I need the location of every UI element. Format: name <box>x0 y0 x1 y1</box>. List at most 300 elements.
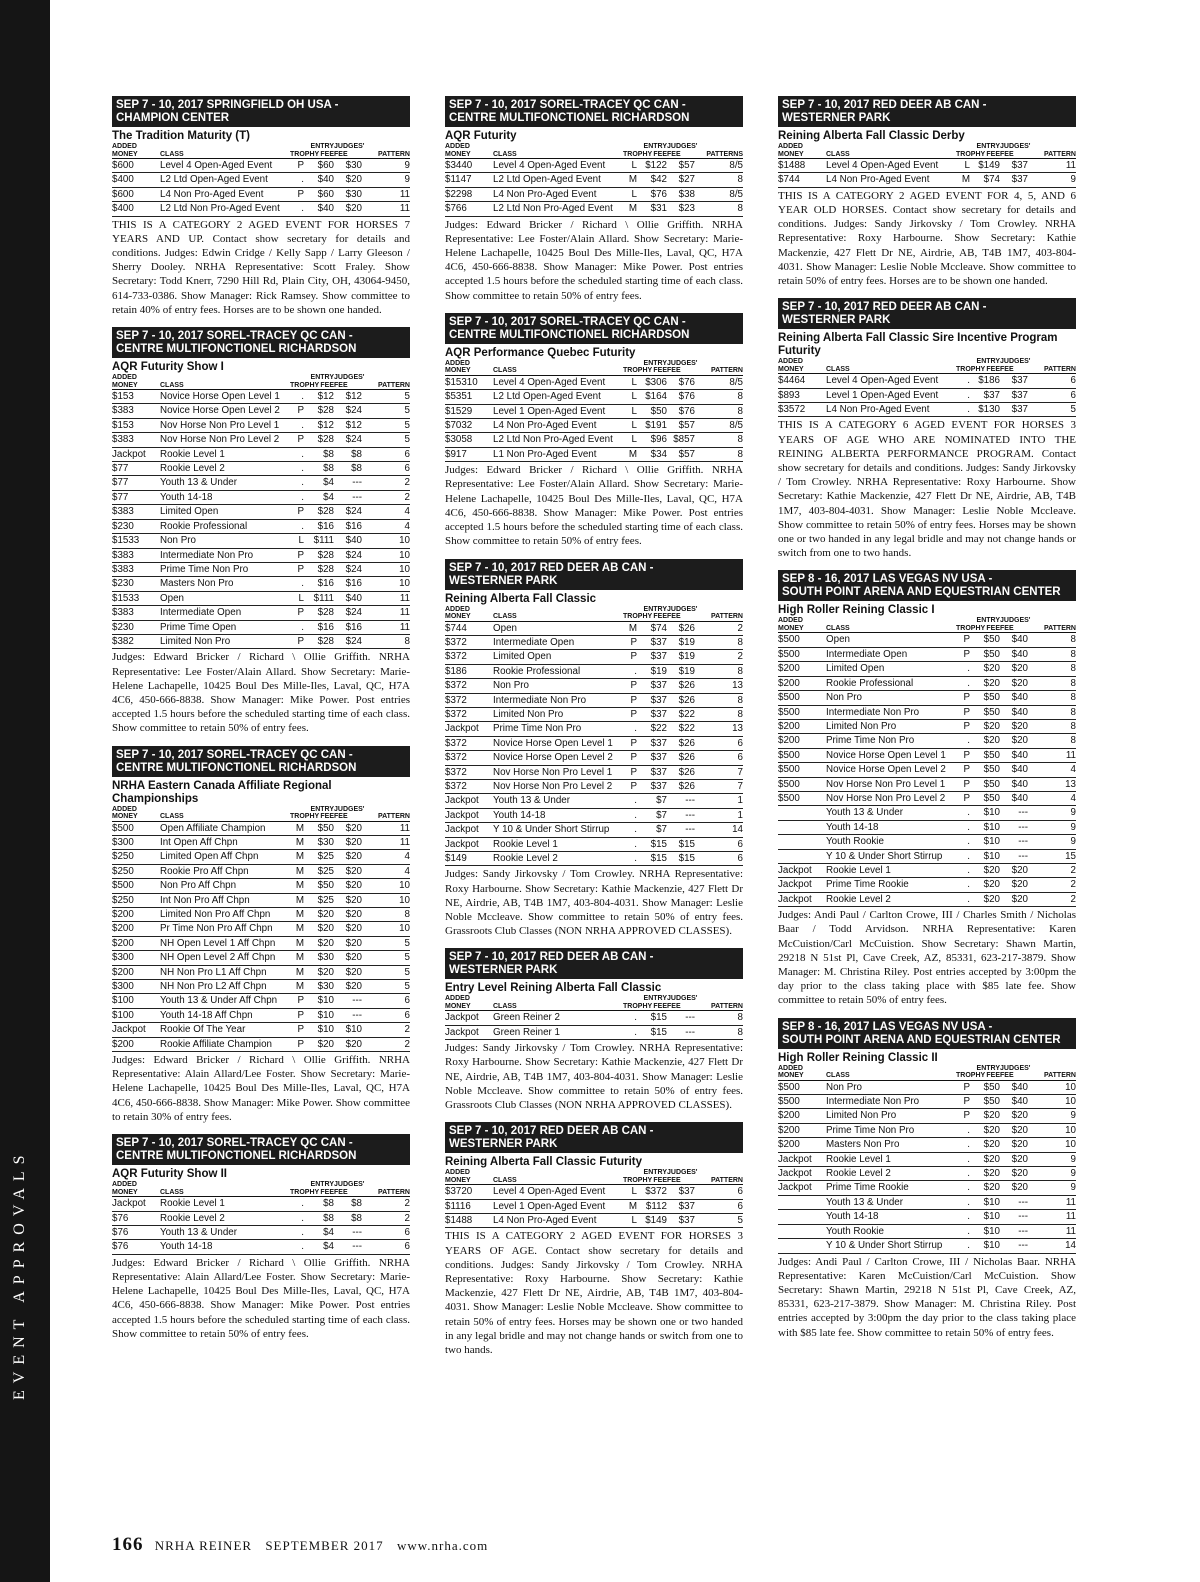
judges-fee: $8 <box>334 462 362 476</box>
header-judges-fee-label: FEE <box>667 1002 681 1010</box>
trophy-code: . <box>956 403 970 417</box>
pattern-number: 9 <box>1028 835 1076 849</box>
added-money: $917 <box>445 447 493 461</box>
entry-fee: $30 <box>304 951 334 965</box>
pattern-number: 6 <box>695 751 743 765</box>
trophy-code: . <box>623 823 637 837</box>
judges-fee: $20 <box>1000 863 1028 877</box>
added-money: $500 <box>778 791 826 805</box>
pattern-number: 6 <box>695 1185 743 1199</box>
table-row <box>112 1240 410 1254</box>
header-added: ADDED <box>778 1064 803 1072</box>
trophy-code: . <box>290 418 304 432</box>
added-money: $600 <box>112 187 160 201</box>
header-pattern: PATTERN <box>695 995 743 1011</box>
event-title: Reining Alberta Fall Classic Futurity <box>445 1156 643 1169</box>
judges-fee: $16 <box>334 620 362 634</box>
event-block <box>445 1122 743 1357</box>
pattern-number: 14 <box>1028 1239 1076 1253</box>
event-date-location: SEP 8 - 16, 2017 LAS VEGAS NV USA - <box>782 1020 993 1033</box>
class-name: Level 1 Open-Aged Event <box>493 404 623 418</box>
trophy-code: P <box>290 433 304 447</box>
header-trophy: TROPHY <box>623 143 637 159</box>
table-row <box>112 476 410 490</box>
header-class: CLASS <box>493 1169 623 1185</box>
entry-fee: $20 <box>970 662 1000 676</box>
class-name: Non Pro <box>826 691 956 705</box>
added-money: $1488 <box>445 1214 493 1228</box>
entry-fee: $20 <box>970 1152 1000 1166</box>
added-money: $383 <box>112 606 160 620</box>
table-row <box>112 1225 410 1239</box>
trophy-code: P <box>956 791 970 805</box>
pattern-number: 10 <box>362 922 410 936</box>
pattern-number: 1 <box>695 794 743 808</box>
event-block <box>778 298 1076 560</box>
added-money: $500 <box>778 748 826 762</box>
class-name: L1 Non Pro-Aged Event <box>493 447 623 461</box>
added-money: $149 <box>445 852 493 866</box>
entry-fee: $50 <box>970 633 1000 647</box>
added-money: $100 <box>112 1008 160 1022</box>
added-money: $3440 <box>445 159 493 173</box>
class-name: Rookie Level 2 <box>826 1167 956 1181</box>
judges-fee: --- <box>667 1011 695 1025</box>
entry-fee: $10 <box>970 806 1000 820</box>
header-class: CLASS <box>826 1065 956 1081</box>
entry-fee: $37 <box>637 693 667 707</box>
header-judges: JUDGES' <box>1000 358 1031 366</box>
class-name: Nov Horse Non Pro Level 2 <box>160 433 290 447</box>
pattern-number: 8 <box>1028 662 1076 676</box>
class-name: Limited Non Pro <box>826 719 956 733</box>
added-money: $300 <box>112 980 160 994</box>
trophy-code: . <box>623 664 637 678</box>
added-money: $372 <box>445 779 493 793</box>
class-name: NH Non Pro L1 Aff Chpn <box>160 965 290 979</box>
judges-fee: --- <box>1000 849 1028 863</box>
header-judges-fee <box>334 805 365 822</box>
added-money: $186 <box>445 664 493 678</box>
class-name: Rookie Level 1 <box>826 863 956 877</box>
entry-fee: $10 <box>304 1023 334 1037</box>
trophy-code: P <box>956 1080 970 1094</box>
header-pattern: PATTERN <box>1028 143 1076 159</box>
event-block <box>112 1134 410 1341</box>
class-name: Limited Non Pro Aff Chpn <box>160 908 290 922</box>
class-table <box>445 606 743 867</box>
table-row <box>112 965 410 979</box>
entry-fee: $122 <box>637 159 667 173</box>
added-money <box>778 820 826 834</box>
trophy-code: M <box>290 835 304 849</box>
class-name: NH Open Level 1 Aff Chpn <box>160 936 290 950</box>
header-entry-fee-label: FEE <box>986 365 1000 373</box>
trophy-code: . <box>956 1123 970 1137</box>
event-header <box>778 1018 1076 1049</box>
table-row <box>778 691 1076 705</box>
judges-fee: --- <box>1000 820 1028 834</box>
header-judges: JUDGES' <box>667 143 698 150</box>
judges-fee: $24 <box>334 548 362 562</box>
header-trophy: TROPHY <box>290 806 304 822</box>
class-name: L4 Non Pro-Aged Event <box>160 187 290 201</box>
table-row <box>445 736 743 750</box>
class-table <box>112 374 410 649</box>
entry-fee: $30 <box>304 835 334 849</box>
table-row <box>778 1181 1076 1195</box>
table-row <box>445 765 743 779</box>
trophy-code: . <box>956 835 970 849</box>
header-trophy: TROPHY <box>623 606 637 622</box>
class-name: Level 4 Open-Aged Event <box>160 159 290 173</box>
event-details: Judges: Edward Bricker / Richard \ Ollie Griffith. NRHA Representative: Lee Foster/Alain Allard. Show Secretary: Marie-Helene Lachapelle, 10425 Boul Des Mille-Iles, Laval, QC, H7A 4C6, 450-666-8838. Show Manager: Mike Power. Post entries accepted 1.5 hours before the scheduled starting time of each class. Show committee to retain 50% of entry fees. <box>445 218 743 302</box>
class-name: Prime Time Non Pro <box>493 722 623 736</box>
class-name: Youth 13 & Under <box>826 1195 956 1209</box>
entry-fee: $50 <box>970 1080 1000 1094</box>
entry-fee: $50 <box>970 647 1000 661</box>
added-money: $200 <box>778 719 826 733</box>
judges-fee: $24 <box>334 562 362 576</box>
trophy-code: . <box>956 1224 970 1238</box>
judges-fee: $20 <box>1000 662 1028 676</box>
website-link[interactable]: www.nrha.com <box>396 1538 489 1553</box>
trophy-code: P <box>623 635 637 649</box>
entry-fee: $37 <box>637 679 667 693</box>
entry-fee: $149 <box>970 159 1000 173</box>
class-name: Limited Open <box>160 505 290 519</box>
added-money: $1116 <box>445 1199 493 1213</box>
judges-fee: --- <box>334 490 362 504</box>
judges-fee: $20 <box>334 835 362 849</box>
header-entry-fee-label: FEE <box>320 813 334 821</box>
entry-fee: $50 <box>304 879 334 893</box>
table-row <box>778 1224 1076 1238</box>
trophy-code: L <box>623 419 637 433</box>
table-row <box>778 1239 1076 1253</box>
class-name: Prime Time Non Pro <box>160 562 290 576</box>
entry-fee: $37 <box>970 388 1000 402</box>
judges-fee: $20 <box>334 850 362 864</box>
entry-fee: $164 <box>637 390 667 404</box>
table-row <box>445 1214 743 1228</box>
table-row <box>112 173 410 187</box>
class-name: Youth 13 & Under Aff Chpn <box>160 994 290 1008</box>
pattern-number: 10 <box>1028 1123 1076 1137</box>
judges-fee: --- <box>1000 1224 1028 1238</box>
judges-fee: $38 <box>667 187 695 201</box>
page-number: 166 <box>112 1534 144 1555</box>
entry-fee: $10 <box>970 1210 1000 1224</box>
event-title: Entry Level Reining Alberta Fall Classic <box>445 982 662 995</box>
table-row <box>112 620 410 634</box>
pattern-number: 6 <box>362 1008 410 1022</box>
table-row <box>112 577 410 591</box>
header-added-money <box>112 143 160 159</box>
table-row <box>445 621 743 635</box>
header-money: MONEY <box>778 1072 804 1080</box>
event-date-location: SEP 7 - 10, 2017 SOREL-TRACEY QC CAN - <box>116 748 353 761</box>
judges-fee: $20 <box>334 821 362 835</box>
added-money: $200 <box>778 676 826 690</box>
entry-fee: $28 <box>304 433 334 447</box>
class-table <box>112 1181 410 1255</box>
pattern-number: 9 <box>362 159 410 173</box>
added-money <box>778 1210 826 1224</box>
table-row <box>778 1152 1076 1166</box>
class-table <box>778 358 1076 417</box>
pattern-number: 2 <box>362 1023 410 1037</box>
pattern-number: 5 <box>362 418 410 432</box>
judges-fee: $40 <box>334 591 362 605</box>
judges-fee: $30 <box>334 187 362 201</box>
table-row <box>112 936 410 950</box>
judges-fee: $37 <box>1000 403 1028 417</box>
header-class: CLASS <box>493 606 623 622</box>
class-name: Novice Horse Open Level 1 <box>160 390 290 404</box>
table-row <box>778 719 1076 733</box>
pattern-number: 15 <box>1028 849 1076 863</box>
added-money: $230 <box>112 620 160 634</box>
added-money: $4464 <box>778 374 826 388</box>
entry-fee: $111 <box>304 591 334 605</box>
header-money: MONEY <box>112 150 138 158</box>
added-money: $3720 <box>445 1185 493 1199</box>
table-row <box>778 159 1076 173</box>
added-money: $383 <box>112 562 160 576</box>
class-name: Rookie Level 1 <box>160 447 290 461</box>
added-money: $500 <box>112 879 160 893</box>
pattern-number: 11 <box>1028 1224 1076 1238</box>
event-title: AQR Performance Quebec Futurity <box>445 346 636 359</box>
table-row <box>445 1025 743 1039</box>
table-row <box>112 1023 410 1037</box>
header-added: ADDED <box>445 995 470 1003</box>
added-money: $372 <box>445 679 493 693</box>
table-row <box>112 418 410 432</box>
judges-fee: --- <box>667 808 695 822</box>
class-table <box>445 360 743 462</box>
judges-fee: --- <box>1000 1239 1028 1253</box>
entry-fee: $20 <box>970 734 1000 748</box>
header-entry-fee-label: FEE <box>653 150 667 158</box>
judges-fee: $20 <box>334 202 362 216</box>
header-added: ADDED <box>445 359 470 367</box>
pattern-number: 2 <box>695 621 743 635</box>
judges-fee: $20 <box>1000 1109 1028 1123</box>
header-judges: JUDGES' <box>667 605 698 613</box>
pattern-number: 11 <box>362 606 410 620</box>
judges-fee: $20 <box>334 1037 362 1051</box>
event-venue: WESTERNER PARK <box>449 964 558 977</box>
entry-fee: $50 <box>970 763 1000 777</box>
judges-fee: $20 <box>1000 676 1028 690</box>
entry-fee: $4 <box>304 1225 334 1239</box>
pattern-number: 8 <box>695 390 743 404</box>
header-added: ADDED <box>112 374 137 382</box>
entry-fee: $15 <box>637 852 667 866</box>
pattern-number: 2 <box>1028 892 1076 906</box>
judges-fee: $26 <box>667 765 695 779</box>
header-pattern: PATTERNS <box>695 143 743 159</box>
class-name: Novice Horse Open Level 2 <box>160 404 290 418</box>
header-trophy: TROPHY <box>956 617 970 633</box>
header-class: CLASS <box>493 995 623 1011</box>
pattern-number: 8 <box>695 1025 743 1039</box>
event-header <box>778 96 1076 127</box>
class-name: Rookie Of The Year <box>160 1023 290 1037</box>
judges-fee: $26 <box>667 751 695 765</box>
header-judges-fee <box>1000 1064 1031 1081</box>
pattern-number: 9 <box>1028 1109 1076 1123</box>
pattern-number: 5 <box>1028 403 1076 417</box>
class-name: NH Open Level 2 Aff Chpn <box>160 951 290 965</box>
judges-fee: $20 <box>334 951 362 965</box>
table-row <box>778 863 1076 877</box>
judges-fee: $20 <box>334 936 362 950</box>
judges-fee: $20 <box>1000 1152 1028 1166</box>
table-row <box>445 751 743 765</box>
judges-fee: $40 <box>1000 763 1028 777</box>
table-row <box>778 388 1076 402</box>
pattern-number: 10 <box>362 534 410 548</box>
judges-fee: $20 <box>1000 1138 1028 1152</box>
class-name: Masters Non Pro <box>826 1138 956 1152</box>
entry-fee: $37 <box>637 751 667 765</box>
header-entry: ENTRY <box>310 805 334 813</box>
entry-fee: $10 <box>304 994 334 1008</box>
table-row <box>445 852 743 866</box>
added-money: $3058 <box>445 433 493 447</box>
judges-fee: $40 <box>1000 633 1028 647</box>
pattern-number: 4 <box>362 864 410 878</box>
pattern-number: 10 <box>362 548 410 562</box>
header-trophy: TROPHY <box>623 995 637 1011</box>
entry-fee: $20 <box>970 1109 1000 1123</box>
class-name: Youth 14-18 <box>493 808 623 822</box>
event-header <box>778 570 1076 601</box>
header-judges: JUDGES' <box>667 359 698 367</box>
header-added: ADDED <box>445 605 470 613</box>
pattern-number: 2 <box>362 490 410 504</box>
trophy-code: P <box>290 548 304 562</box>
header-money: MONEY <box>778 624 804 632</box>
event-title: AQR Futurity <box>445 130 517 142</box>
header-pattern: PATTERN <box>362 143 410 159</box>
judges-fee: --- <box>1000 1195 1028 1209</box>
trophy-code: . <box>956 662 970 676</box>
entry-fee: $19 <box>637 664 667 678</box>
event-date-location: SEP 7 - 10, 2017 RED DEER AB CAN - <box>782 301 987 314</box>
table-row <box>112 519 410 533</box>
trophy-code: M <box>290 936 304 950</box>
trophy-code: L <box>623 375 637 389</box>
class-name: Nov Horse Non Pro Level 2 <box>493 779 623 793</box>
header-pattern: PATTERN <box>1028 1065 1076 1081</box>
header-added-money <box>445 1169 493 1185</box>
pattern-number: 14 <box>695 823 743 837</box>
judges-fee: $12 <box>334 390 362 404</box>
class-name: NH Non Pro L2 Aff Chpn <box>160 980 290 994</box>
entry-fee: $8 <box>304 447 334 461</box>
class-name: Youth Rookie <box>826 835 956 849</box>
trophy-code: P <box>623 779 637 793</box>
table-row <box>778 806 1076 820</box>
pattern-number: 6 <box>695 852 743 866</box>
class-name: Rookie Affiliate Champion <box>160 1037 290 1051</box>
pattern-number: 2 <box>362 1197 410 1211</box>
header-pattern: PATTERN <box>695 1169 743 1185</box>
event-header <box>445 96 743 127</box>
judges-fee: $24 <box>334 433 362 447</box>
trophy-code: . <box>956 806 970 820</box>
class-name: Non Pro <box>826 1080 956 1094</box>
header-entry-fee-label: FEE <box>320 1188 334 1196</box>
event-header <box>112 327 410 358</box>
header-class: CLASS <box>160 1181 290 1197</box>
event-block <box>445 96 743 303</box>
class-name: Level 1 Open-Aged Event <box>826 388 956 402</box>
added-money: $372 <box>445 635 493 649</box>
entry-fee: $60 <box>304 159 334 173</box>
entry-fee: $7 <box>637 808 667 822</box>
event-title: AQR Futurity Show II <box>112 1168 227 1181</box>
judges-fee: --- <box>667 1025 695 1039</box>
entry-fee: $20 <box>304 1037 334 1051</box>
event-block <box>778 1018 1076 1340</box>
table-row <box>112 980 410 994</box>
added-money: $200 <box>778 734 826 748</box>
pattern-number: 7 <box>695 765 743 779</box>
pattern-number: 8 <box>1028 691 1076 705</box>
entry-fee: $30 <box>304 980 334 994</box>
added-money: $500 <box>778 1095 826 1109</box>
entry-fee: $34 <box>637 447 667 461</box>
table-row <box>112 864 410 878</box>
class-name: Prime Time Rookie <box>826 1181 956 1195</box>
entry-fee: $40 <box>304 173 334 187</box>
event-details: Judges: Edward Bricker / Richard \ Ollie Griffith. NRHA Representative: Alain Allard/Lee Foster. Show Secretary: Marie-Helene Lachapelle, 10425 Boul Des Mille-Iles, Laval, QC, H7A 4C6, 450-666-8838. Show Manager: Mike Power. Show committee to retain 30% of entry fees. <box>112 1054 410 1123</box>
header-entry: ENTRY <box>310 374 334 382</box>
trophy-code: . <box>290 476 304 490</box>
trophy-code: . <box>956 1138 970 1152</box>
added-money <box>778 849 826 863</box>
class-table <box>445 1169 743 1228</box>
header-entry: ENTRY <box>976 1064 1000 1072</box>
header-judges-fee-label: FEE <box>667 150 681 158</box>
trophy-code: . <box>623 852 637 866</box>
judges-fee: $37 <box>1000 374 1028 388</box>
entry-fee: $4 <box>304 476 334 490</box>
added-money: Jackpot <box>778 878 826 892</box>
added-money <box>778 1224 826 1238</box>
judges-fee: $57 <box>667 447 695 461</box>
pattern-number: 9 <box>1028 1167 1076 1181</box>
table-row <box>778 892 1076 906</box>
trophy-code: . <box>290 1211 304 1225</box>
header-trophy: TROPHY <box>956 358 970 374</box>
table-row <box>445 664 743 678</box>
added-money: $200 <box>112 1037 160 1051</box>
class-name: Youth 14-18 <box>160 1240 290 1254</box>
pattern-number: 8 <box>695 707 743 721</box>
pattern-number: 2 <box>362 1211 410 1225</box>
table-row <box>778 878 1076 892</box>
table-row <box>445 1185 743 1199</box>
class-name: Pr Time Non Pro Aff Chpn <box>160 922 290 936</box>
entry-fee: $31 <box>637 202 667 216</box>
class-name: Nov Horse Non Pro Level 1 <box>826 777 956 791</box>
